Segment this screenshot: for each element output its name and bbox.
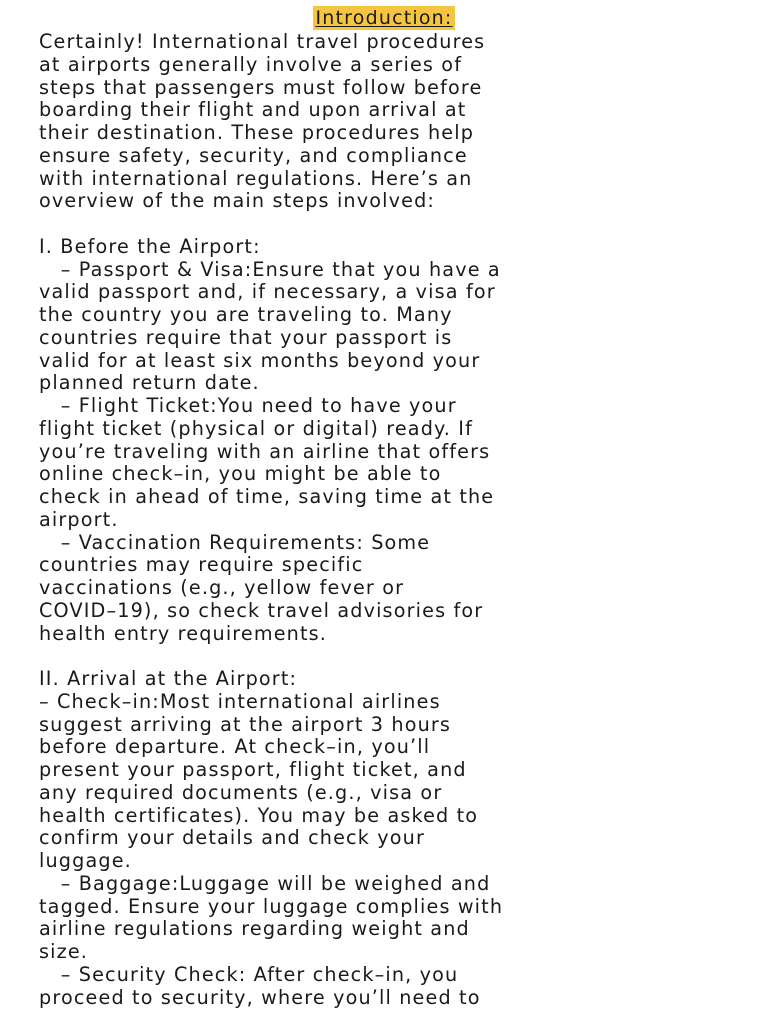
text-line: online check–in, you might be able to (39, 462, 442, 486)
text-line: before departure. At check–in, you’ll (39, 735, 431, 759)
text-line: boarding their flight and upon arrival at (39, 98, 467, 122)
section-title: Introduction: (315, 7, 453, 29)
text-line: the country you are traveling to. Many (39, 303, 453, 326)
text-line: valid for at least six months beyond your (39, 348, 481, 372)
text-line: – Vaccination Requirements: Some (39, 530, 431, 554)
text-line: COVID–19), so check travel advisories for (39, 598, 484, 622)
text-line: – Security Check: After check–in, you (39, 962, 459, 986)
text-line: suggest arriving at the airport 3 hours (39, 712, 452, 736)
text-line: I. Before the Airport: (39, 234, 261, 258)
text-line: at airports generally involve a series of (39, 52, 463, 76)
text-line: size. (39, 940, 89, 963)
text-line: overview of the main steps involved: (39, 189, 436, 213)
text-line: luggage. (39, 849, 132, 872)
text-line: countries require that your passport is (39, 325, 453, 349)
text-line: flight ticket (physical or digital) ready. If (39, 416, 474, 440)
text-line: with international regulations. Here’s an (39, 166, 473, 190)
text-line: countries may require specific (39, 553, 364, 577)
text-line: confirm your details and check your (39, 826, 426, 850)
text-line: check in ahead of time, saving time at the (39, 485, 495, 508)
text-line: ensure safety, security, and compliance (39, 143, 468, 167)
text-line: – Check–in:Most international airlines (39, 689, 441, 713)
blank-line (39, 645, 739, 668)
text-line: you’re traveling with an airline that offers (39, 439, 491, 463)
text-line: Certainly! International travel procedures (39, 30, 486, 53)
text-line: II. Arrival at the Airport: (39, 667, 298, 690)
text-line: valid passport and, if necessary, a visa for (39, 280, 496, 304)
text-line: airline regulations regarding weight and (39, 917, 470, 941)
text-line: tagged. Ensure your luggage complies with (39, 894, 504, 918)
text-line: health certificates). You may be asked to (39, 803, 479, 827)
text-line: health entry requirements. (39, 621, 328, 645)
text-line: present your passport, flight ticket, and (39, 758, 467, 781)
text-line: – Flight Ticket:You need to have your (39, 394, 457, 417)
text-line: proceed to security, where you’ll need to (39, 985, 481, 1009)
text-line: vaccinations (e.g., yellow fever or (39, 576, 405, 599)
blank-line (39, 213, 739, 236)
text-line: any required documents (e.g., visa or (39, 780, 443, 804)
document-body (39, 31, 739, 1009)
text-line: – Baggage:Luggage will be weighed and (39, 871, 491, 895)
text-line: planned return date. (39, 371, 260, 395)
title-row (0, 6, 768, 30)
text-line: steps that passengers must follow before (39, 75, 483, 99)
text-line: their destination. These procedures help (39, 121, 475, 144)
text-line: airport. (39, 507, 119, 531)
text-line: – Passport & Visa:Ensure that you have a (39, 257, 501, 281)
